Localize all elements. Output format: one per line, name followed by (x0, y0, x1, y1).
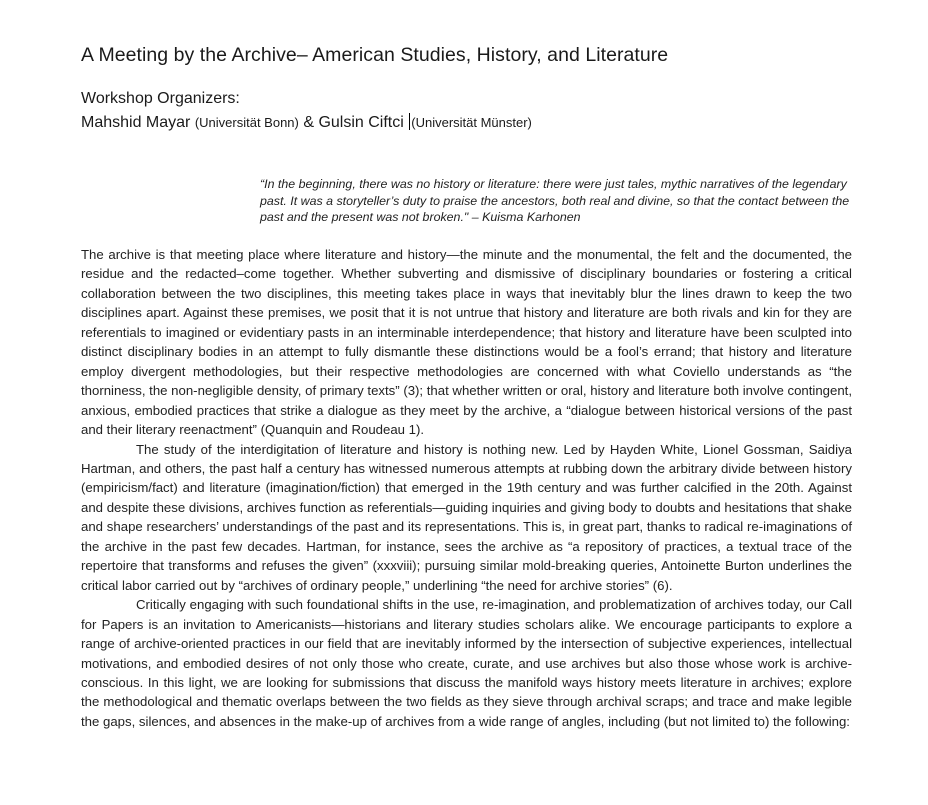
body-paragraph-1: The archive is that meeting place where literature and history—the minute and the monumental, the felt and the documented, the residue and the redacted–come together. Whether subverting and dismissive of disciplinary boundaries or fostering a critical collaboration between the two disciplines, this meeting takes place in ways that inevitably blur the lines drawn to keep the two disciplines apart. Against these premises, we posit that it is not untrue that history and literature are both rivals and kin for they are referentials to imagined or evidentiary pasts in an interminable interdependence; that history and literature have been sculpted into distinct disciplinary bodies in an attempt to fully dismantle these distinctions would be a fool’s errand; that history and literature employ divergent methodologies, but their respective methodologies are concerned with what Coviello understands as “the thorniness, the non-negligible density, of primary texts” (3); that whether written or oral, history and literature both involve contingent, anxious, embodied practices that strike a dialogue as they meet by the archive, a “dialogue between historical versions of the past and their literary reenactment” (Quanquin and Roudeau 1). (81, 247, 852, 438)
epigraph-quote (260, 176, 853, 226)
organizer-name-1: Mahshid Mayar (81, 114, 191, 131)
organizer-name-2: Gulsin Ciftci (318, 114, 404, 131)
organizer-affiliation-1: (Universität Bonn) (194, 115, 299, 130)
epigraph-line: past. It was a storyteller’s duty to praise the ancestors, both real and divine, so that the contact between the (260, 193, 850, 208)
organizer-separator: & (298, 114, 319, 131)
body-paragraph-2: The study of the interdigitation of literature and history is nothing new. Led by Hayden White, Lionel Gossman, Saidiya Hartman, and others, the past half a century has witnessed numerous attempts at rubbing down the arbitrary divide between history (empiricism/fact) and literature (imagination/fiction) that emerged in the 19th century and was further calcified in the 20th. Against and despite these divisions, archives function as referentials—guiding inquiries and giving body to doubts and hesitations that shake and shape researchers’ understandings of the past and its representations. This is, in great part, thanks to radical re-imaginations of the archive in the past few decades. Hartman, for instance, sees the archive as “a repository of practices, a textual trace of the repertoire that transforms and refuses the given” (xxxviii); pursuing similar mold-breaking queries, Antoinette Burton underlines the critical labor carried out by “archives of ordinary people,” underlining “the need for archive stories” (6). (81, 441, 852, 593)
organizer-affiliation-2: (Universität Münster) (411, 115, 532, 130)
epigraph-line: past and the present was not broken." – Kuisma Karhonen (260, 210, 581, 224)
epigraph-line: “In the beginning, there was no history or literature: there were just tales, mythic narratives of the legendary (260, 177, 847, 191)
organizers-line (81, 113, 532, 132)
body-paragraph-3: Critically engaging with such foundational shifts in the use, re-imagination, and problematization of archives today, our Call for Papers is an invitation to Americanists—historians and literary studies scholars alike. We encourage participants to explore a range of archive-oriented practices in our field that are inevitably informed by the intersection of subjective experiences, intellectual motivations, and embodied desires of not only those who create, curate, and use archives but also those whose work is archive-conscious. In this light, we are looking for submissions that discuss the manifold ways history meets literature in archives; explore the methodological and thematic overlaps between the two fields as they sieve through archival scraps; and trace and make legible the gaps, silences, and absences in the make-up of archives from a wide range of angles, including (but not limited to) the following: (81, 597, 852, 729)
document-title: A Meeting by the Archive– American Studies, History, and Literature (81, 44, 669, 66)
organizers-heading: Workshop Organizers: (81, 90, 240, 107)
body-text (81, 245, 852, 731)
